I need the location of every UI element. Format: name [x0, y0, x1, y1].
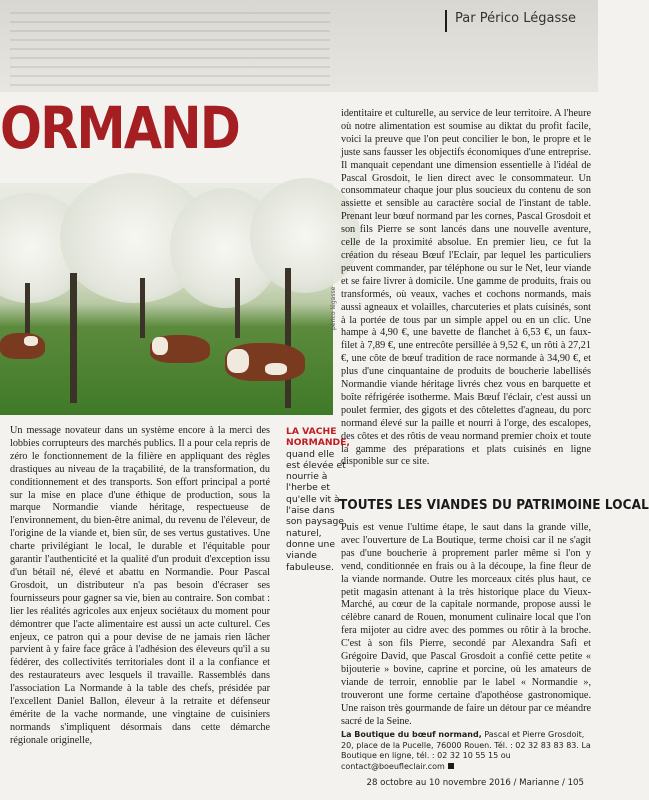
paragraph: Puis est venue l'ultime étape, le saut dans la grande ville, avec l'ouverture de La Boutique, terme choisi car il ne s'agit pas d'une boucherie à proprement parler même si l'on y vend, conditionnée en frais ou à la découpe, la fine fleur de la viande normande. Outre les morceaux cités plus haut, ce petit magasin attenant à la très historique place du Vieux-Marché, au cœur de la capitale normande, propose aussi le célèbre canard de Rouen, monument culinaire local que l'on fera mijoter au cidre avec des pommes ou rôtir à la broche. C'est à son fils Pierre, secondé par Alexandra Safi et Grégoire David, que Pascal Grosdoit a confié cette petite « bijouterie » bovine, caprine et porcine, où les amateurs de viande de terroir, ennoblie par le label « Normandie », trouveront une forme certaine d'apothéose gastronomique. Une raison très gourmande de faire un détour par ce méandre sacré de la Seine.	[341, 522, 591, 727]
cow	[0, 333, 45, 359]
page-footer: 28 octobre au 10 novembre 2016 / Marianne / 105	[366, 778, 584, 788]
shop-details: Pascal et Pierre Grosdoit, 20, place de la Pucelle, 76000 Rouen. Tél. : 02 32 83 83 83. La Boutique en ligne, tél. : 02 32 10 55 15 ou contact@boeufleclair.com	[341, 730, 591, 771]
shop-name: La Boutique du bœuf normand,	[341, 730, 482, 739]
caption-tag: LA VACHE NORMANDE,	[286, 426, 350, 449]
section-subhead: TOUTES LES VIANDES DU PATRIMOINE LOCAL	[339, 498, 649, 513]
tree-trunk	[70, 273, 77, 403]
caption-text: quand elle est élevée et nourrie à l'herbe et qu'elle vit à l'aise dans son paysage naturel, donne une viande fabuleuse.	[286, 448, 346, 573]
paragraph: Un message novateur dans un système encore à la merci des lobbies corrupteurs des marchés publics. Il a pour cela repris de zéro le fonctionnement de la filière en appliquant des règles drastiques au niveau de la traçabilité, de la transformation, du conditionnement et des transports. Son effort principal a porté sur la mise en place d'une éthique de production, sous la marque Normandie viande héritage, respectueuse de l'environnement, du bien-être animal, du revenu de l'éleveur, de l'origine de la viande et, bien sûr, de ses vertus gustatives. Une charte privilégiant le local, le durable et l'équitable pour garantir l'authenticité et la qualité d'un produit d'exception issu d'un bétail né, élevé et abattu en Normandie. Pour Pascal Grosdoit, un distributeur n'a pas besoin d'écraser ses fournisseurs pour gagner sa vie, bien au contraire. Son combat : lier les réalités agricoles aux enjeux sociétaux du moment pour démontrer que l'acte alimentaire est aussi un acte culturel. Ces enjeux, ce patron qui a pour devise de ne jamais rien lâcher parvient à y faire face grâce à l'adhésion des éleveurs qu'il a su fédérer, des collectivités territoriales dont il a la confiance et des restaurateurs avec lesquels il travaille. Rassemblés dans l'association La Normande à la table des chefs, présidée par l'excellent Daniel Ballon, éleveur à la retraite et défenseur émérite de la vache normande, une vingtaine de cuisiniers normands s'impliquent désormais dans cette démarche régionale originelle,	[10, 425, 270, 746]
tree-trunk	[285, 268, 291, 408]
headline: ORMAND	[0, 94, 240, 162]
cow	[150, 335, 210, 363]
article-column-right	[341, 108, 591, 469]
paragraph: identitaire et culturelle, au service de leur territoire. A l'heure où notre alimentation est soumise au diktat du profit facile, voici la preuve que l'on peut concilier le bon, le propre et le juste sans fausser les objectifs économiques d'une entreprise. Il manquait cependant une dimension essentielle à l'idéal de Pascal Grosdoit, le lien direct avec le consommateur. Un consommateur chaque jour plus soucieux du contenu de son assiette et sensible au caractère social de l'instant de table. Prenant leur bœuf normand par les cornes, Pascal Grosdoit et son fils Pierre se sont lancés dans une nouvelle aventure, celle de la proximité absolue. En premier lieu, ce fut la création du réseau Bœuf l'Eclair, par lequel les particuliers peuvent commander, par téléphone ou sur le Net, leur viande et se faire livrer à domicile. Une gamme de produits, frais ou transformés, où veaux, vaches et cochons normands, mais aussi agneaux et volailles, charcuteries et plats cuisinés, sont à la portée de tous par un simple appel ou en un clic. Une hampe à 4,90 €, une bavette de flanchet à 6,53 €, un faux-filet à 7,89 €, une entrecôte persillée à 9,52 €, un rôti à 27,21 €, une côte de bœuf tradition de race normande à 34,90 €, et plus d'une cinquantaine de produits de boucherie labellisés Normandie viande héritage livrés chez vous en barquette et boîte réfrigérée isotherme. Mais Bœuf l'éclair, c'est aussi un poulet fermier, des gigots et des côtelettes d'agneau, du porc normand élevé sur la paille et nourri à l'orge, des escalopes, des côtes et des rôtis de veau normand premier choix et toute la gamme des préparations et plats cuisinés en ligne disponible sur ce site.	[341, 108, 591, 468]
photo-credit: périco légasse	[330, 286, 337, 330]
photo-caption	[286, 426, 350, 573]
orchard-cows-photo	[0, 183, 333, 415]
shop-info	[341, 730, 595, 772]
tree-trunk	[235, 278, 240, 338]
byline: Par Périco Légasse	[455, 11, 577, 26]
cow	[225, 343, 305, 381]
tree-trunk	[140, 278, 145, 338]
end-mark-icon	[448, 763, 454, 769]
byline-rule	[445, 10, 447, 32]
article-column-left	[10, 425, 270, 748]
show-through-text	[10, 6, 330, 86]
article-column-right-2	[341, 522, 591, 729]
